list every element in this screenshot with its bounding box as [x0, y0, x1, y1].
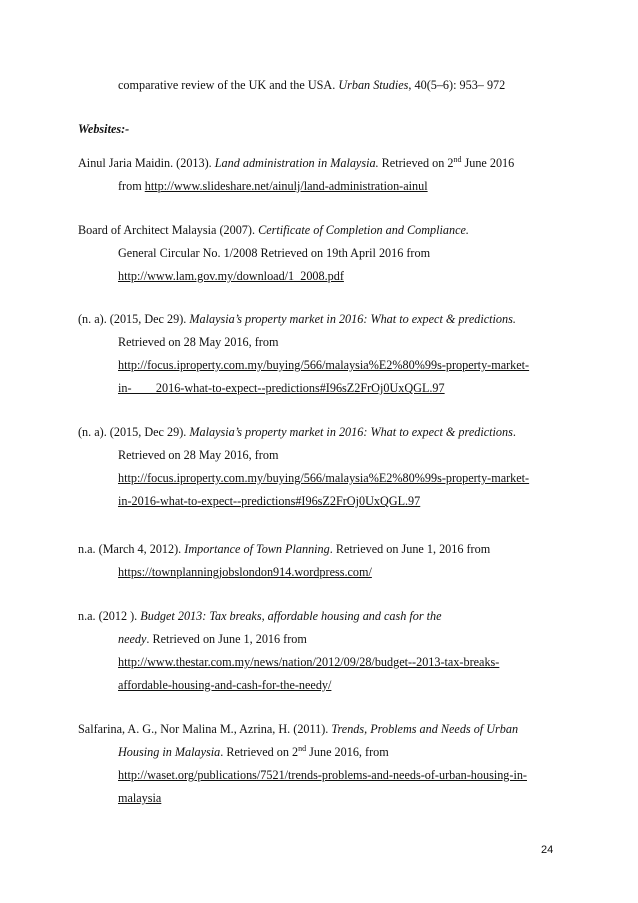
reference-link-line: from http://www.slideshare.net/ainulj/land-administration-ainul [118, 179, 428, 193]
section-heading: Websites:- [78, 122, 130, 136]
reference-entry: Board of Architect Malaysia (2007). Certificate of Completion and Compliance. [78, 223, 469, 237]
reference-link-continued[interactable]: in- 2016-what-to-expect--predictions#I96sZ2FrOj0UxQGL.97 [118, 381, 445, 395]
reference-detail: Retrieved on 28 May 2016, from [118, 335, 279, 349]
reference-entry: n.a. (March 4, 2012). Importance of Town Planning. Retrieved on June 1, 2016 from [78, 542, 491, 556]
reference-detail: General Circular No. 1/2008 Retrieved on 19th April 2016 from [118, 246, 431, 260]
reference-link[interactable]: http://focus.iproperty.com.my/buying/566/malaysia%E2%80%99s-property-market- [118, 471, 530, 485]
reference-link[interactable]: http://www.slideshare.net/ainulj/land-administration-ainul [144, 179, 428, 193]
reference-entry: (n. a). (2015, Dec 29). Malaysia’s property market in 2016: What to expect & predictions. [78, 312, 516, 326]
reference-detail: Retrieved on 28 May 2016, from [118, 448, 279, 462]
page-number: 24 [541, 844, 554, 856]
reference-entry: (n. a). (2015, Dec 29). Malaysia’s property market in 2016: What to expect & predictions. [78, 425, 516, 439]
reference-detail: needy. Retrieved on June 1, 2016 from [118, 632, 307, 646]
reference-entry: Ainul Jaria Maidin. (2013). Land administration in Malaysia. Retrieved on 2nd June 2016 [78, 154, 515, 170]
reference-link-continued[interactable]: malaysia [118, 791, 162, 805]
reference-continuation: comparative review of the UK and the USA. Urban Studies, 40(5–6): 953– 972 [118, 78, 506, 92]
reference-link[interactable]: http://waset.org/publications/7521/trends-problems-and-needs-of-urban-housing-in- [118, 768, 527, 782]
reference-link-continued[interactable]: in-2016-what-to-expect--predictions#I96sZ2FrOj0UxQGL.97 [118, 494, 421, 508]
reference-link[interactable]: http://www.lam.gov.my/download/1_2008.pdf [118, 269, 344, 283]
reference-entry: n.a. (2012 ). Budget 2013: Tax breaks, affordable housing and cash for the [78, 609, 442, 623]
reference-link[interactable]: http://focus.iproperty.com.my/buying/566/malaysia%E2%80%99s-property-market- [118, 358, 530, 372]
reference-entry: Salfarina, A. G., Nor Malina M., Azrina, H. (2011). Trends, Problems and Needs of Urban [78, 722, 519, 736]
reference-link-continued[interactable]: affordable-housing-and-cash-for-the-needy/ [118, 678, 332, 692]
reference-detail: Housing in Malaysia. Retrieved on 2nd June 2016, from [118, 743, 389, 759]
reference-link[interactable]: http://www.thestar.com.my/news/nation/2012/09/28/budget--2013-tax-breaks- [118, 655, 500, 669]
reference-link[interactable]: https://townplanningjobslondon914.wordpress.com/ [118, 565, 372, 579]
